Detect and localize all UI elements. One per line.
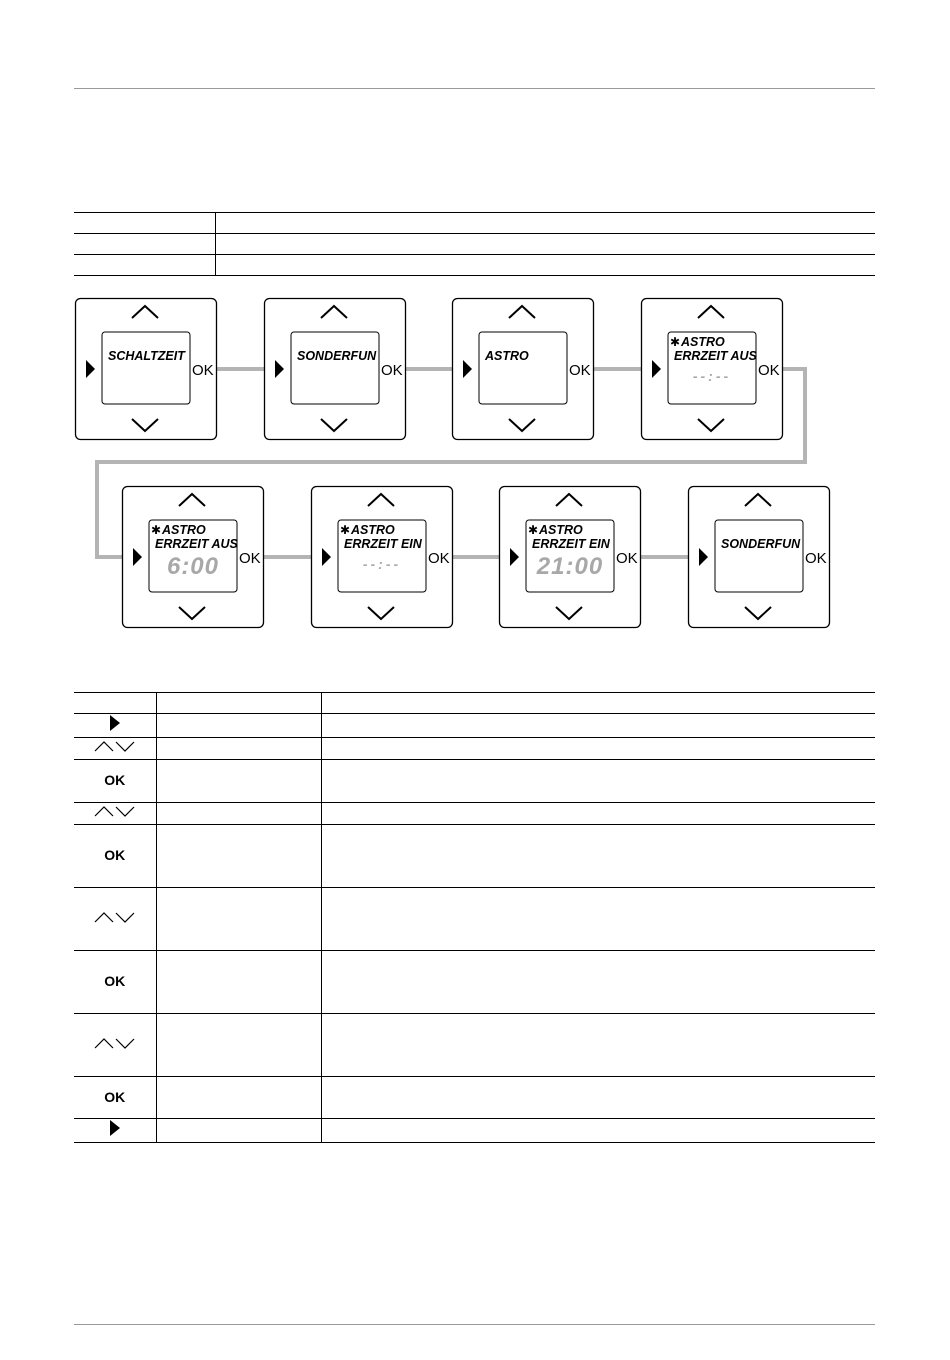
- ok-button-label: OK: [805, 550, 827, 567]
- footer-rule: [74, 1324, 875, 1325]
- lcd-time-value: --:--: [692, 368, 732, 384]
- lcd-display: [479, 332, 567, 404]
- device-panel: [689, 487, 830, 628]
- lcd-display: [715, 520, 803, 592]
- table-row: [74, 803, 875, 825]
- ok-key-icon: OK: [104, 847, 126, 863]
- lcd-line-2: ERRZEIT AUS: [674, 349, 757, 363]
- table-row: [74, 760, 875, 803]
- table-row: [74, 693, 875, 714]
- ok-button-label: OK: [381, 362, 403, 379]
- lcd-time-value: --:--: [362, 556, 402, 572]
- table-row: [74, 1014, 875, 1077]
- device-panel: [453, 299, 594, 440]
- table-row: [74, 888, 875, 951]
- lcd-display: [102, 332, 190, 404]
- lcd-line-2: ERRZEIT EIN: [532, 537, 610, 551]
- table-row: [74, 738, 875, 760]
- lcd-line-1: SONDERFUN: [297, 349, 377, 363]
- ok-button-label: OK: [239, 550, 261, 567]
- ok-key-icon: OK: [104, 1088, 126, 1105]
- table-row: [74, 825, 875, 888]
- lcd-time-value: 21:00: [536, 553, 604, 580]
- play-triangle-icon: [108, 1119, 122, 1137]
- table-row: [74, 951, 875, 1014]
- device-panel: [76, 299, 217, 440]
- lcd-line-1: SONDERFUN: [721, 537, 801, 551]
- lcd-line-1: ASTRO: [485, 349, 529, 363]
- lcd-line-1: ASTRO: [162, 523, 206, 537]
- ok-key-icon: OK: [104, 772, 126, 788]
- sun-star-icon: ✱: [528, 523, 539, 537]
- up-down-arrows-icon: [93, 804, 137, 818]
- lcd-line-2: ERRZEIT AUS: [155, 537, 238, 551]
- device-panel: [642, 299, 783, 440]
- ok-button-label: OK: [192, 362, 214, 379]
- sun-star-icon: ✱: [340, 523, 351, 537]
- lcd-line-2: ERRZEIT EIN: [344, 537, 422, 551]
- ok-button-label: OK: [428, 550, 450, 567]
- ok-button-label: OK: [758, 362, 780, 379]
- device-panel: [123, 487, 264, 628]
- ok-key-icon: OK: [104, 973, 126, 989]
- lcd-line-1: ASTRO: [351, 523, 395, 537]
- device-panel: [312, 487, 453, 628]
- table-row: [74, 1077, 875, 1119]
- device-flow-diagram: [0, 0, 950, 660]
- sun-star-icon: ✱: [151, 523, 162, 537]
- up-down-arrows-icon: [93, 739, 137, 753]
- ok-button-label: OK: [569, 362, 591, 379]
- up-down-arrows-icon: [93, 910, 137, 924]
- lcd-line-1: ASTRO: [539, 523, 583, 537]
- lcd-display: [291, 332, 379, 404]
- table-row: [74, 714, 875, 738]
- play-triangle-icon: [108, 714, 122, 732]
- device-panel: [265, 299, 406, 440]
- up-down-arrows-icon: [93, 1036, 137, 1050]
- lcd-line-1: ASTRO: [681, 335, 725, 349]
- table-row: [74, 1119, 875, 1143]
- lcd-line-1: SCHALTZEIT: [108, 349, 185, 363]
- device-panel: [500, 487, 641, 628]
- ok-button-label: OK: [616, 550, 638, 567]
- sun-star-icon: ✱: [670, 335, 681, 349]
- steps-table: [74, 692, 875, 1143]
- lcd-time-value: 6:00: [166, 553, 220, 580]
